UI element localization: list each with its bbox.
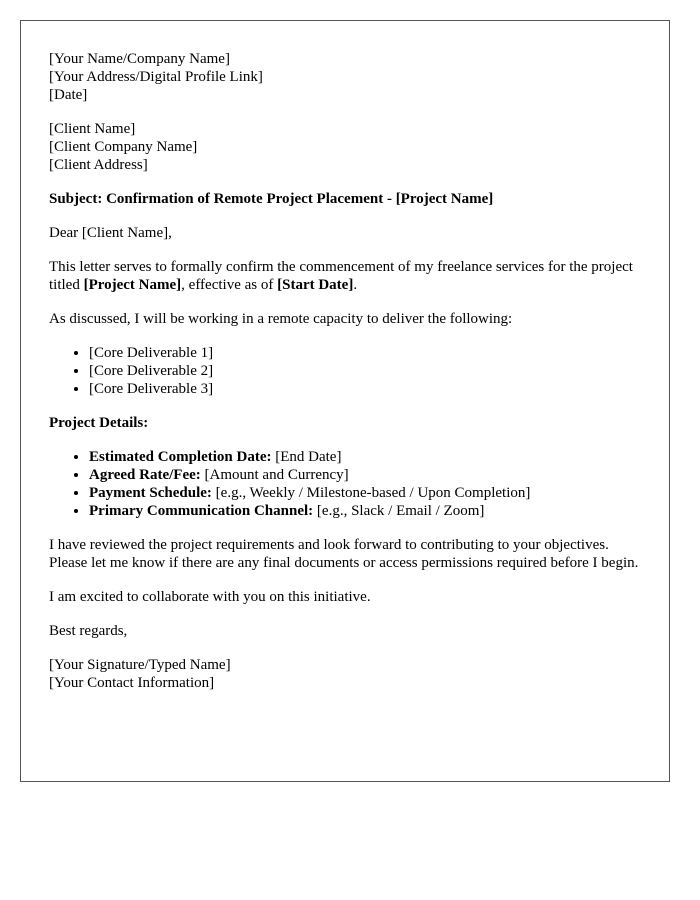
detail-value: [e.g., Weekly / Milestone-based / Upon Completion] bbox=[211, 485, 531, 501]
date: [Date] bbox=[49, 87, 88, 103]
signature-block bbox=[49, 656, 649, 692]
list-item bbox=[89, 484, 649, 502]
intro-text: . bbox=[353, 277, 358, 293]
detail-label: Payment Schedule: bbox=[89, 485, 212, 501]
intro-text: , effective as of bbox=[181, 277, 278, 293]
contact-info: [Your Contact Information] bbox=[49, 675, 215, 691]
list-item bbox=[89, 448, 649, 466]
signature-name: [Your Signature/Typed Name] bbox=[49, 657, 231, 673]
client-company: [Client Company Name] bbox=[49, 139, 198, 155]
list-item: • [Core Deliverable 1] bbox=[89, 344, 649, 362]
salutation: Dear [Client Name], bbox=[49, 225, 172, 241]
detail-label: Estimated Completion Date: bbox=[89, 449, 272, 465]
closing: Best regards, bbox=[49, 623, 128, 639]
sender-name: [Your Name/Company Name] bbox=[49, 51, 230, 67]
deliverables-list bbox=[49, 344, 649, 398]
list-item bbox=[89, 502, 649, 520]
start-date: [Start Date] bbox=[277, 277, 354, 293]
recipient-block bbox=[49, 120, 649, 174]
detail-label: Agreed Rate/Fee: bbox=[89, 467, 201, 483]
detail-label: Primary Communication Channel: bbox=[89, 503, 314, 519]
detail-value: [End Date] bbox=[271, 449, 342, 465]
sender-block bbox=[49, 50, 649, 104]
list-item: • [Core Deliverable 3] bbox=[89, 380, 649, 398]
detail-value: [e.g., Slack / Email / Zoom] bbox=[313, 503, 485, 519]
sender-address: [Your Address/Digital Profile Link] bbox=[49, 69, 263, 85]
list-item bbox=[89, 466, 649, 484]
details-heading: Project Details: bbox=[49, 415, 149, 431]
project-name: [Project Name] bbox=[83, 277, 182, 293]
detail-value: [Amount and Currency] bbox=[200, 467, 349, 483]
excited-paragraph: I am excited to collaborate with you on this initiative. bbox=[49, 589, 371, 605]
list-item: • [Core Deliverable 2] bbox=[89, 362, 649, 380]
deliverables-intro: As discussed, I will be working in a remote capacity to deliver the following: bbox=[49, 311, 513, 327]
intro-text: This letter serves to formally confirm the commencement of my freelance services for the project titled bbox=[49, 259, 633, 293]
details-list bbox=[49, 448, 649, 520]
client-name: [Client Name] bbox=[49, 121, 136, 137]
client-address: [Client Address] bbox=[49, 157, 148, 173]
review-paragraph: I have reviewed the project requirements and look forward to contributing to your objectives. Please let me know if there are any final documents or access permissions required before I begin. bbox=[49, 537, 639, 571]
intro-paragraph bbox=[49, 258, 649, 294]
subject-line: Subject: Confirmation of Remote Project Placement - [Project Name] bbox=[49, 191, 494, 207]
letter-page bbox=[20, 20, 670, 782]
